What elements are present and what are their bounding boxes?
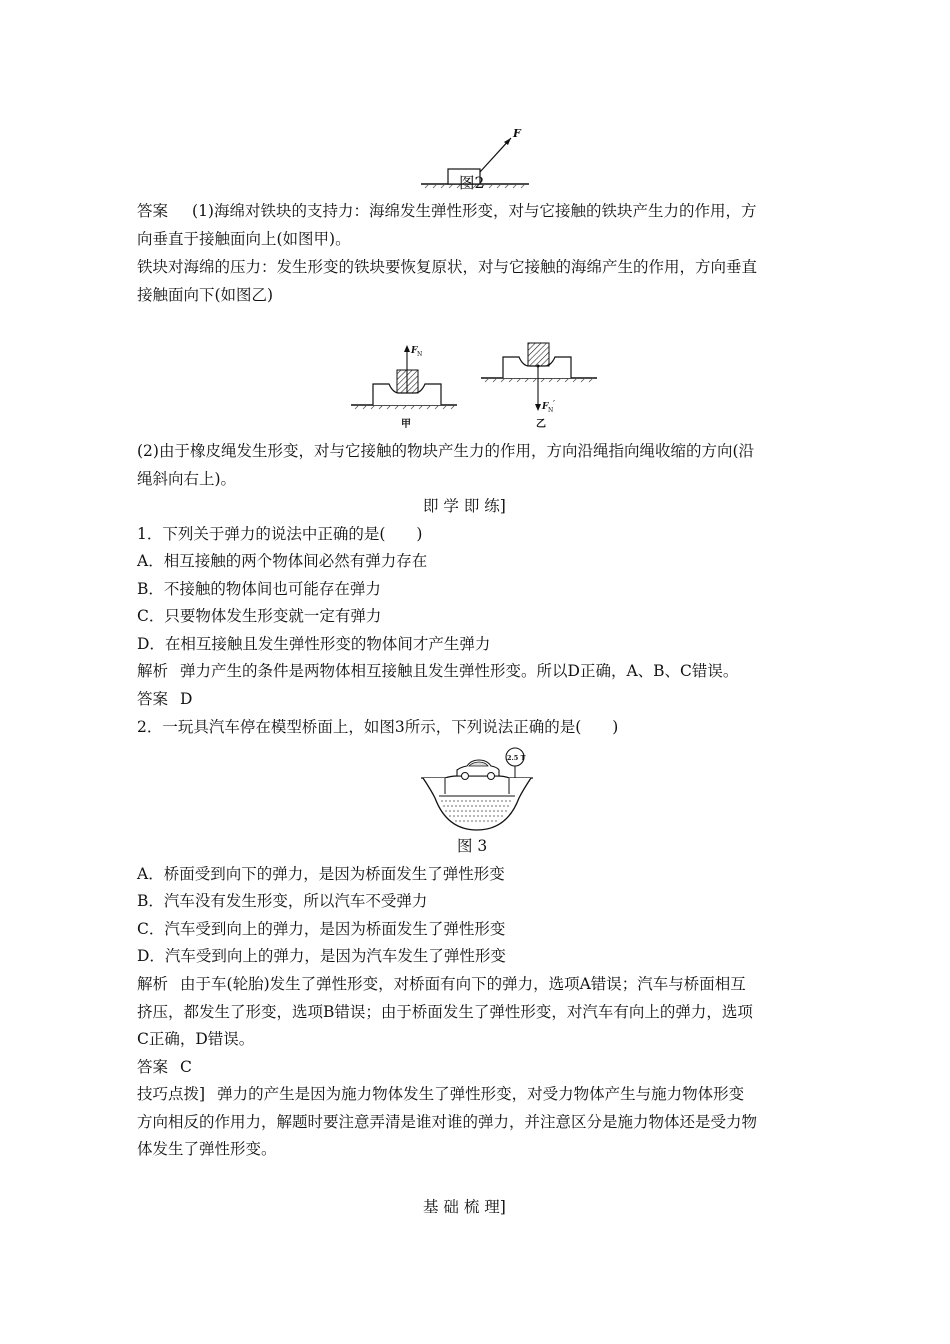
yi-label: 乙 [536,419,546,430]
q2-option-a: A．桥面受到向下的弹力，是因为桥面发生了弹性形变 [137,865,505,883]
figure-3-bridge-diagram [417,746,537,834]
fn-sub: N [417,351,423,358]
fn-label: F [411,346,418,356]
q2-analysis-line3: C正确，D错误。 [137,1030,255,1048]
q2-option-c: C．汽车受到向上的弹力，是因为桥面发生了弹性形变 [137,920,506,938]
q2-option-b: B．汽车没有发生形变，所以汽车不受弹力 [137,892,428,910]
tip-line2: 方向相反的作用力，解题时要注意弄清是谁对谁的弹力，并注意区分是施力物体还是受力物 [137,1113,758,1131]
q1-stem: 1．下列关于弹力的说法中正确的是( ) [137,525,423,543]
q1-answer: 答案 D [137,690,193,708]
answer1-line3: 铁块对海绵的压力：发生形变的铁块要恢复原状，对与它接触的海绵产生的作用，方向垂直 [137,258,758,276]
answer-label: 答案 [137,202,169,220]
q2-analysis-line1: 解析 由于车(轮胎)发生了弹性形变，对桥面有向下的弹力，选项A错误；汽车与桥面相互 [137,975,746,993]
fn2-sub: N [548,407,554,414]
force-label: F [513,127,521,140]
tip-line3: 体发生了弹性形变。 [137,1140,277,1158]
figure-3-caption: 图 3 [457,837,488,855]
q2-answer: 答案 C [137,1058,192,1076]
q1-option-b: B．不接触的物体间也可能存在弹力 [137,580,381,598]
section-heading-basics: 基 础 梳 理] [423,1198,506,1216]
answer1-line1: 答案 (1)海绵对铁块的支持力：海绵发生弹性形变，对与它接触的铁块产生力的作用，方 [137,202,757,220]
q1-option-a: A．相互接触的两个物体间必然有弹力存在 [137,552,428,570]
q2-option-d: D．汽车受到向上的弹力，是因为汽车发生了弹性形变 [137,947,506,965]
fn2-label: F [542,402,549,412]
answer1-line2: 向垂直于接触面向上(如图甲)。 [137,230,351,248]
answer2-line1: (2)由于橡皮绳发生形变，对与它接触的物块产生力的作用，方向沿绳指向绳收缩的方向(沿 [137,442,755,460]
answer1-line4: 接触面向下(如图乙) [137,286,274,304]
fn2-prime: ′ [553,400,556,410]
answer2-line2: 绳斜向右上)。 [137,470,237,488]
q1-analysis: 解析 弹力产生的条件是两物体相互接触且发生弹性形变。所以D正确，A、B、C错误。 [137,662,739,680]
q1-option-c: C．只要物体发生形变就一定有弹力 [137,607,382,625]
q1-option-d: D．在相互接触且发生弹性形变的物体间才产生弹力 [137,635,491,653]
section-heading-practice: 即 学 即 练] [423,497,506,515]
q2-analysis-line2: 挤压，都发生了形变，选项B错误；由于桥面发生了弹性形变，对汽车有向上的弹力，选项 [137,1003,753,1021]
figure-2-caption: 图2 [459,174,485,192]
jia-label: 甲 [401,419,411,430]
figure-jia-yi-diagram [345,335,615,430]
weight-limit-sign: 2.5 T [507,754,526,762]
tip-line1: 技巧点拨] 弹力的产生是因为施力物体发生了弹性形变，对受力物体产生与施力物体形变 [137,1085,745,1103]
q2-stem: 2．一玩具汽车停在模型桥面上，如图3所示，下列说法正确的是( ) [137,718,619,736]
